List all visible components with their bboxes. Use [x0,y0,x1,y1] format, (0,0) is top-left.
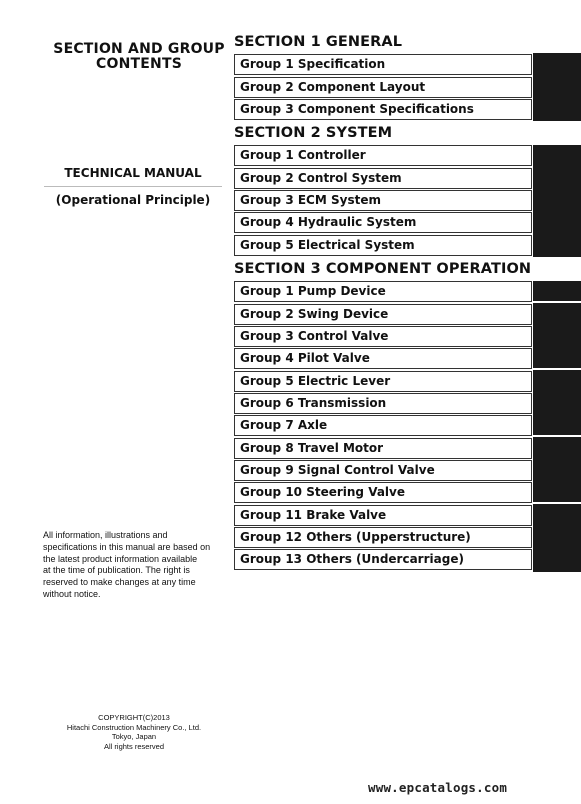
group-link[interactable]: Group 1 Pump Device [234,281,532,302]
group-link[interactable]: Group 2 Control System [234,168,532,189]
group-link[interactable]: Group 13 Others (Undercarriage) [234,549,532,570]
disclaimer-line: at the time of publication. The right is [43,565,190,576]
group-link[interactable]: Group 6 Transmission [234,393,532,414]
manual-type: TECHNICAL MANUAL [64,166,202,180]
group-link[interactable]: Group 11 Brake Valve [234,505,532,526]
section-tab[interactable] [533,437,581,502]
title-line-1: SECTION AND GROUP [53,41,225,57]
group-link[interactable]: Group 1 Controller [234,145,532,166]
disclaimer [43,530,223,601]
section-tab[interactable] [533,53,581,121]
disclaimer-line: without notice. [43,588,101,599]
disclaimer-line: All information, illustrations and [43,530,168,540]
section-tab[interactable] [533,370,581,435]
group-link[interactable]: Group 4 Hydraulic System [234,212,532,233]
group-link[interactable]: Group 2 Component Layout [234,77,532,98]
group-link[interactable]: Group 1 Specification [234,54,532,75]
group-link[interactable]: Group 7 Axle [234,415,532,436]
watermark: www.epcatalogs.com [368,780,508,795]
section-heading: SECTION 3 COMPONENT OPERATION [234,261,532,277]
copyright-line: Hitachi Construction Machinery Co., Ltd. [66,722,202,732]
group-link[interactable]: Group 4 Pilot Valve [234,348,532,369]
disclaimer-line: specifications in this manual are based on [43,541,211,552]
copyright-line: All rights reserved [103,741,165,751]
divider [44,186,222,187]
copyright-line: Tokyo, Japan [111,732,157,742]
copyright [44,713,224,751]
disclaimer-line: the latest product information available [43,553,198,564]
manual-subtitle: (Operational Principle) [55,193,211,207]
group-link[interactable]: Group 3 Control Valve [234,326,532,347]
section-tab[interactable] [533,281,581,301]
group-link[interactable]: Group 5 Electric Lever [234,371,532,392]
section-heading: SECTION 1 GENERAL [234,34,403,50]
group-link[interactable]: Group 3 Component Specifications [234,99,532,120]
group-link[interactable]: Group 8 Travel Motor [234,438,532,459]
section-tab[interactable] [533,504,581,572]
title-line-2: CONTENTS [96,56,182,72]
section-tab[interactable] [533,145,581,257]
group-link[interactable]: Group 5 Electrical System [234,235,532,256]
group-link[interactable]: Group 3 ECM System [234,190,532,211]
section-tab[interactable] [533,303,581,368]
section-heading: SECTION 2 SYSTEM [234,125,393,141]
group-link[interactable]: Group 10 Steering Valve [234,482,532,503]
group-link[interactable]: Group 9 Signal Control Valve [234,460,532,481]
group-link[interactable]: Group 12 Others (Upperstructure) [234,527,532,548]
group-link[interactable]: Group 2 Swing Device [234,304,532,325]
copyright-line: COPYRIGHT(C)2013 [98,713,170,722]
page-title [44,42,234,72]
disclaimer-line: reserved to make changes at any time [43,577,196,588]
